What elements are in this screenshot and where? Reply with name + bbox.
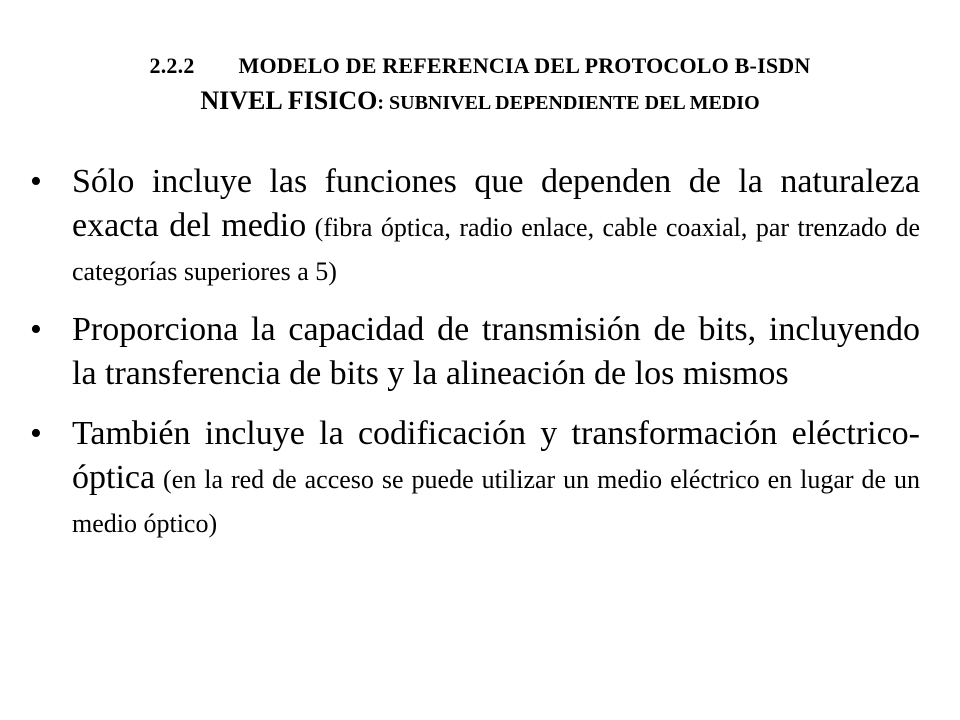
bullet-main-text: Proporciona la capacidad de transmisión de bits, incluyendo la transferencia de bits y la alineación de los mismos bbox=[72, 311, 920, 392]
bullet-note-text: (fibra óptica, radio enlace, cable coaxial, par trenzado de categorías superiores a 5) bbox=[72, 213, 920, 286]
bullet-main-text: También incluye la codificación y transformación eléctrico-óptica bbox=[72, 415, 920, 496]
bullet-item bbox=[30, 160, 920, 292]
bullet-list bbox=[30, 160, 920, 560]
subtitle-sub-text: : SUBNIVEL DEPENDIENTE DEL MEDIO bbox=[377, 92, 760, 114]
bullet-text bbox=[72, 160, 920, 292]
title-line-1 bbox=[60, 52, 900, 80]
bullet-text bbox=[72, 412, 920, 544]
title-main-text: MODELO DE REFERENCIA DEL PROTOCOLO B-ISDN bbox=[238, 53, 811, 78]
bullet-text bbox=[72, 308, 920, 396]
bullet-main-text: Sólo incluye las funciones que dependen de la naturaleza exacta del medio bbox=[72, 163, 920, 244]
bullet-item bbox=[30, 308, 920, 396]
bullet-icon: • bbox=[30, 415, 42, 452]
bullet-icon: • bbox=[30, 311, 42, 348]
bullet-note-text: (en la red de acceso se puede utilizar un medio eléctrico en lugar de un medio óptico) bbox=[72, 465, 920, 538]
section-number: 2.2.2 bbox=[149, 53, 195, 78]
title-line-2 bbox=[60, 86, 900, 118]
subtitle-main-text: NIVEL FISICO bbox=[200, 86, 378, 115]
bullet-icon: • bbox=[30, 163, 42, 200]
slide-title bbox=[60, 52, 900, 118]
bullet-item bbox=[30, 412, 920, 544]
